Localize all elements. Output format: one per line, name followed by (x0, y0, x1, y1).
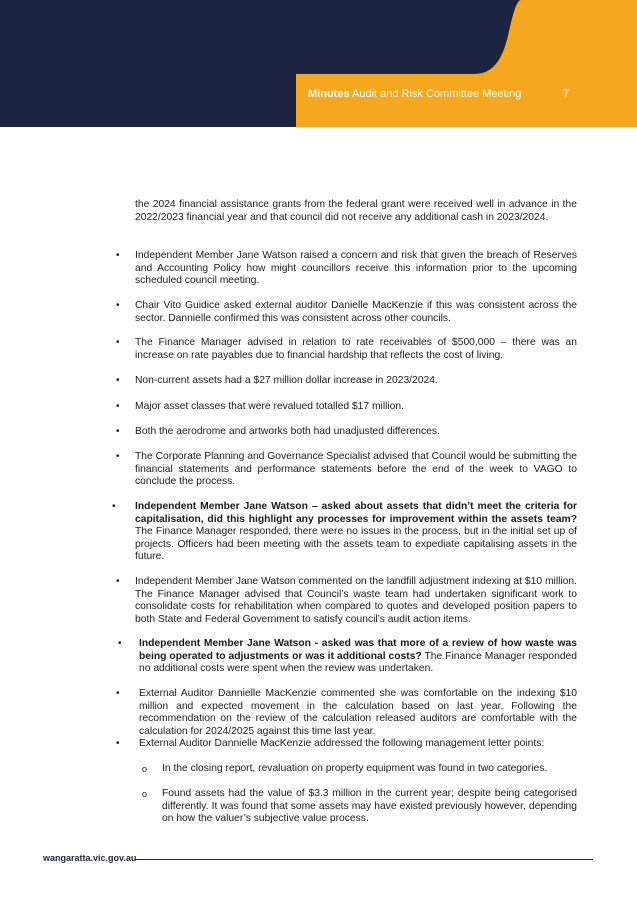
sub-list-item: In the closing report, revaluation on property equipment was found in two categories. (162, 763, 548, 774)
bullet-glyph: • (116, 300, 120, 311)
list-item-text: The Finance Manager responded, there were no issues in the process, but in the initial set up of projects. Officers had been meeting with the assets team to expediate capitalising assets in the future. (135, 526, 577, 563)
list-item (139, 638, 577, 676)
list-item: Non-current assets had a $27 million dollar increase in 2023/2024. (135, 375, 438, 386)
bullet-glyph: • (116, 426, 120, 437)
list-item-bold: Independent Member Jane Watson - asked was that more of a review of how waste was being operated to adjustments or was it additional costs? (139, 638, 577, 662)
list-item: The Finance Manager advised in relation to rate receivables of $500,000 – there was an increase on rate payables due to financial hardship that reflects the cost of living. (135, 337, 577, 361)
list-item: The Corporate Planning and Governance Specialist advised that Council would be submitting the financial statements and performance statements before the end of the week to VAGO to conclude the process. (135, 451, 577, 488)
footer-divider (135, 859, 593, 860)
header-title (308, 88, 521, 100)
bullet-glyph: • (116, 738, 120, 749)
list-item: External Auditor Dannielle MacKenzie addressed the following management letter points: (139, 738, 545, 749)
bullet-glyph: • (116, 576, 120, 587)
list-item-bold: Independent Member Jane Watson – asked about assets that didn’t meet the criteria for capitalisation, did this highlight any processes for improvement within the assets team? (135, 501, 577, 525)
list-item: Chair Vito Guidice asked external auditor Danielle MacKenzie if this was consistent across the sector. Dannielle confirmed this was consistent across other councils. (135, 300, 577, 324)
bullet-glyph: • (116, 375, 120, 386)
page-number: 7 (563, 88, 570, 100)
bullet-glyph: • (112, 501, 116, 512)
sub-list-item: Found assets had the value of $3.3 million in the current year; despite being categorised differently. It was found that some assets may have existed previously however, depending on how the valuer’s subjective value process. (162, 788, 577, 825)
bullet-glyph: • (116, 401, 120, 412)
footer-website: wangaratta.vic.gov.au (43, 853, 137, 863)
page-header (0, 0, 637, 127)
bullet-glyph: • (116, 337, 120, 348)
list-item (135, 501, 577, 564)
list-item: Major asset classes that were revalued totalled $17 million. (135, 401, 404, 412)
list-item: Independent Member Jane Watson raised a concern and risk that given the breach of Reserves and Accounting Policy how might councillors receive this information prior to the upcoming scheduled council meeting. (135, 250, 577, 287)
bullet-glyph: • (116, 250, 120, 261)
bullet-glyph: • (116, 451, 120, 462)
bullet-glyph: • (118, 638, 122, 649)
list-item-text: The Finance Manager responded no additional costs were spent when the review was undertaken. (139, 650, 578, 675)
header-title-bold: Minutes (308, 88, 350, 100)
list-item: External Auditor Dannielle MacKenzie commented she was comfortable on the indexing $10 million and expected movement in the calculation based on last year. Following the recommendation on the review of the calculation released auditors are comfortable with the calculation for 2024/2025 against this time last year. (139, 688, 577, 737)
list-item: Both the aerodrome and artworks both had unadjusted differences. (135, 426, 440, 437)
sub-bullet-glyph: o (142, 764, 148, 774)
sub-bullet-glyph: o (142, 789, 148, 799)
header-graphic (0, 0, 637, 127)
continuation-paragraph: the 2024 financial assistance grants from the federal grant were received well in advance in the 2022/2023 financial year and that council did not receive any additional cash in 2023/2024. (135, 199, 577, 223)
gold-accent-shape (296, 0, 637, 127)
list-item: Independent Member Jane Watson commented on the landfill adjustment indexing at $10 million. The Finance Manager advised that Council’s waste team had undertaken significant work to consolidate costs for rehabilitation when compared to quotes and developed position papers to both State and Federal Government to satisfy council’s audit action items. (135, 576, 577, 625)
bullet-glyph: • (116, 688, 120, 699)
header-title-rest: Audit and Risk Committee Meeting (349, 88, 522, 100)
